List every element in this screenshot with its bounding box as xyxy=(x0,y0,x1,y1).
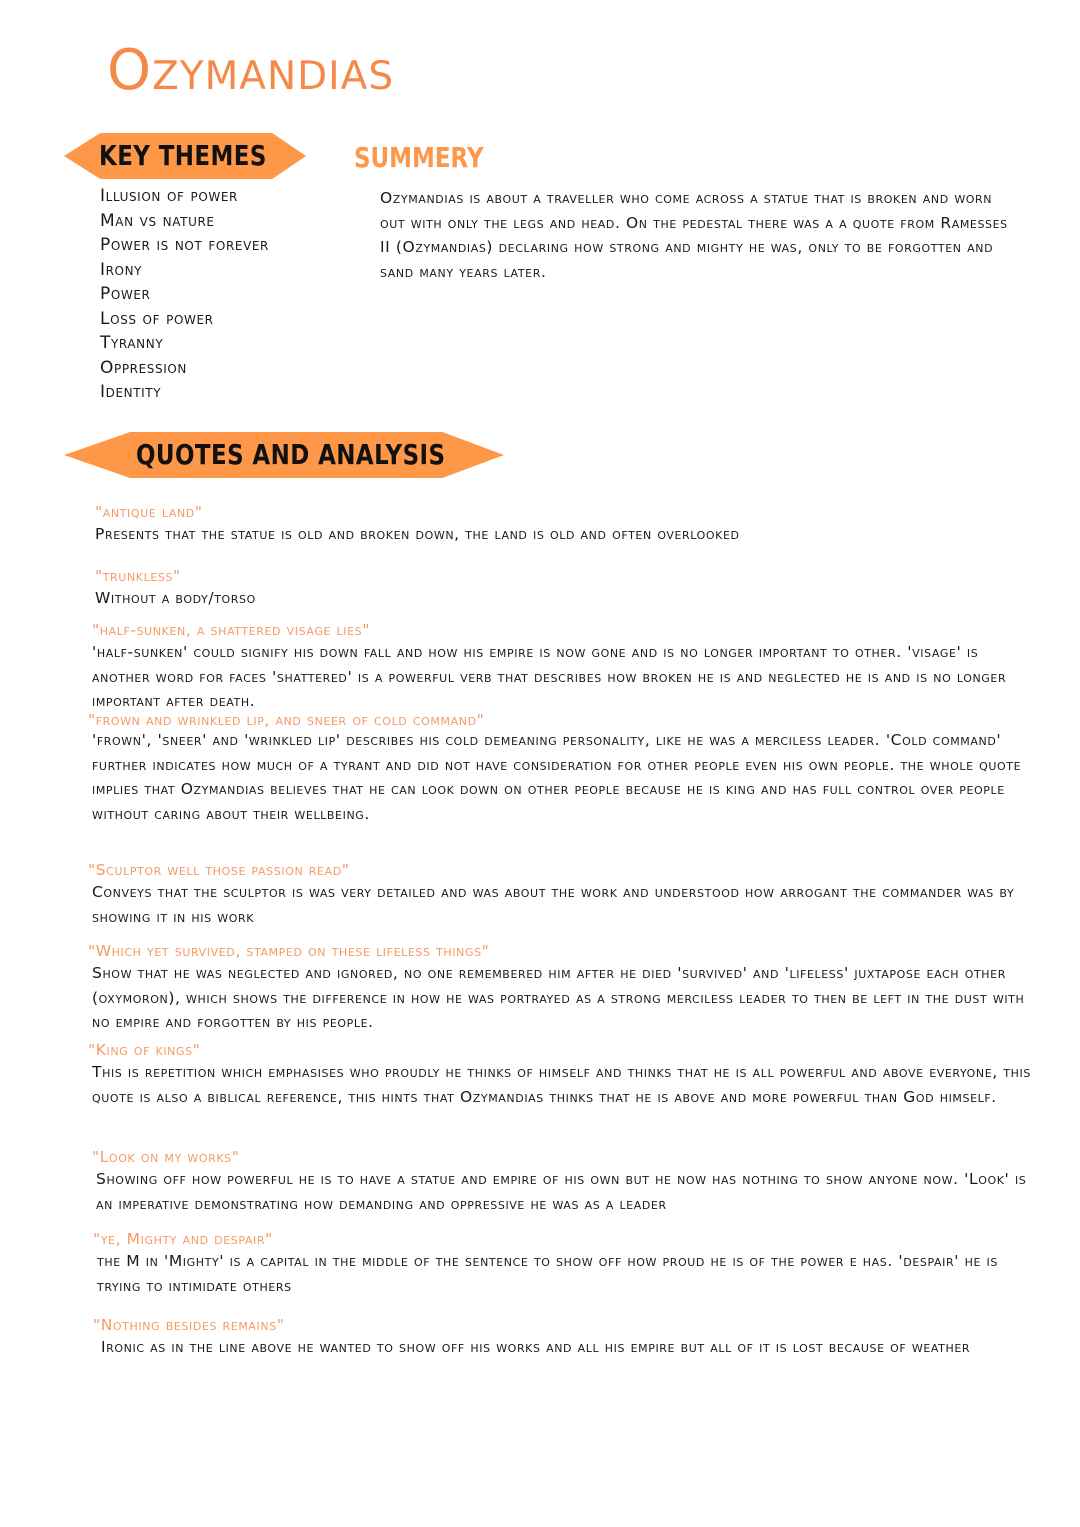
theme-item: Loss of power xyxy=(100,308,214,329)
summary-text: Ozymandias is about a traveller who come across a statue that is broken and worn out with only the legs and head. On the pedestal there was a a quote from Ramesses II (Ozymandias) declaring how strong and mighty he was, only to be forgotten and sand many years later. xyxy=(380,189,1008,281)
quote-analysis: Conveys that the sculptor is was very detailed and was about the work and understood how arrogant the commander was by showing it in his work xyxy=(92,883,1015,926)
quotes-heading: QUOTES AND ANALYSIS xyxy=(136,438,446,471)
quote-block xyxy=(95,566,1035,611)
quote-block xyxy=(92,620,1032,714)
quote-block xyxy=(88,1040,1032,1109)
quote-block xyxy=(93,1315,993,1360)
quote-text: "Sculptor well those passion read" xyxy=(88,861,350,879)
quote-text: "Which yet survived, stamped on these lifeless things" xyxy=(88,942,490,960)
quote-analysis: the M in 'Mighty' is a capital in the middle of the sentence to show off how proud he is of the power e has. 'despair' he is trying to intimidate others xyxy=(97,1252,998,1295)
quote-text: "King of kings" xyxy=(88,1041,201,1059)
theme-item: Irony xyxy=(100,259,143,280)
quote-block xyxy=(88,941,1032,1035)
theme-item: Power is not forever xyxy=(100,235,269,255)
quote-analysis: Presents that the statue is old and broken down, the land is old and often overlooked xyxy=(95,525,740,543)
quote-analysis: 'half-sunken' could signify his down fall and how his empire is now gone and is no longer important to other. 'visage' is another word for faces 'shattered' is a powerful verb that describes how broken he is and neglected he is and is no longer important after death. xyxy=(92,643,1007,710)
quote-analysis: 'frown', 'sneer' and 'wrinkled lip' describes his cold demeaning personality, like he was a merciless leader. 'Cold command' further indicates how much of a tyrant and did not have consideration for other people even his own people. the whole quote implies that Ozymandias believes that he can look down on other people because he is king and has full control over people without caring about their wellbeing. xyxy=(92,731,1022,823)
quote-text: "Look on my works" xyxy=(92,1148,240,1166)
quote-analysis: Showing off how powerful he is to have a statue and empire of his own but he now has nothing to show anyone now. 'Look' is an imperative demonstrating how demanding and oppressive he was as a leader xyxy=(96,1170,1027,1213)
quote-analysis: Ironic as in the line above he wanted to show off his works and all his empire but all of it is lost because of weather xyxy=(101,1338,971,1356)
theme-item: Tyranny xyxy=(100,333,164,353)
quote-text: "half-sunken, a shattered visage lies" xyxy=(92,621,370,639)
key-themes-heading: KEY THEMES xyxy=(99,139,267,172)
quote-block xyxy=(88,713,1032,826)
quote-block xyxy=(95,502,1035,547)
theme-item: Man vs nature xyxy=(100,210,215,231)
quote-text: "antique land" xyxy=(95,503,203,521)
theme-item: Power xyxy=(100,284,151,304)
theme-item: Illusion of power xyxy=(100,186,238,206)
quote-block xyxy=(92,1147,1037,1216)
key-themes-list xyxy=(100,184,269,405)
theme-item: Identity xyxy=(100,382,162,402)
quote-text: "ye, Mighty and despair" xyxy=(93,1230,273,1248)
quote-analysis: Show that he was neglected and ignored, no one remembered him after he died 'survived' and 'lifeless' juxtapose each other (oxymoron), which shows the difference in how he was portrayed as a strong merciless leader to then be left in the dust with no empire and forgotten by his people. xyxy=(92,964,1025,1031)
quote-text: "frown and wrinkled lip, and sneer of cold command" xyxy=(88,711,485,729)
page-title: Ozymandias xyxy=(107,38,395,103)
quote-block xyxy=(93,1229,1023,1298)
quote-block xyxy=(88,860,1032,929)
quote-text: "trunkless" xyxy=(95,567,181,585)
quote-analysis: This is repetition which emphasises who proudly he thinks of himself and thinks that he is all powerful and above everyone, this quote is also a biblical reference, this hints that Ozymandias thinks that he is above and more powerful than God himself. xyxy=(92,1063,1031,1106)
theme-item: Oppression xyxy=(100,357,187,378)
quote-text: "Nothing besides remains" xyxy=(93,1316,285,1334)
summary-heading: SUMMERY xyxy=(354,141,484,174)
quote-analysis: Without a body/torso xyxy=(95,589,256,607)
